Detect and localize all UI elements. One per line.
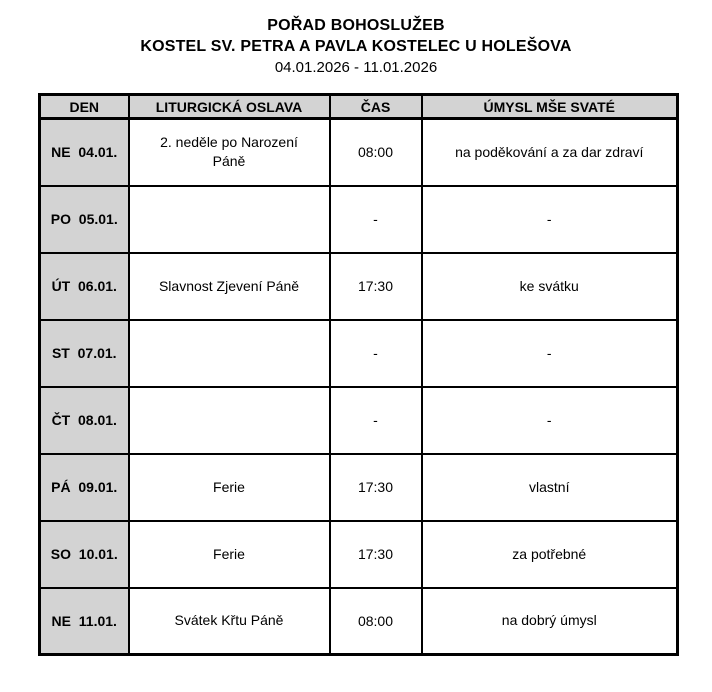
celebration-cell: Svátek Křtu Páně xyxy=(129,588,330,655)
time-cell: 08:00 xyxy=(330,588,422,655)
day-cell: ČT 08.01. xyxy=(40,387,129,454)
intention-cell: na dobrý úmysl xyxy=(422,588,678,655)
celebration-cell xyxy=(129,320,330,387)
celebration-cell xyxy=(129,387,330,454)
time-cell: 17:30 xyxy=(330,454,422,521)
table-row xyxy=(40,521,678,588)
table-row xyxy=(40,253,678,320)
intention-cell: ke svátku xyxy=(422,253,678,320)
day-cell: PÁ 09.01. xyxy=(40,454,129,521)
day-cell: SO 10.01. xyxy=(40,521,129,588)
day-cell: NE 04.01. xyxy=(40,119,129,186)
celebration-cell: 2. neděle po Narození Páně xyxy=(129,119,330,186)
church-name: KOSTEL SV. PETRA A PAVLA KOSTELEC U HOLEŠOVA xyxy=(140,38,572,55)
date-range: 04.01.2026 - 11.01.2026 xyxy=(274,59,438,76)
intention-cell: na poděkování a za dar zdraví xyxy=(422,119,678,186)
time-cell: - xyxy=(330,320,422,387)
table-row xyxy=(40,454,678,521)
table-row xyxy=(40,186,678,253)
time-cell: 17:30 xyxy=(330,253,422,320)
intention-cell: - xyxy=(422,186,678,253)
celebration-cell: Ferie xyxy=(129,521,330,588)
column-header-oslava: LITURGICKÁ OSLAVA xyxy=(129,95,330,119)
table-row xyxy=(40,119,678,186)
column-header-umysl: ÚMYSL MŠE SVATÉ xyxy=(422,95,678,119)
table-header-row xyxy=(40,95,678,119)
time-cell: - xyxy=(330,186,422,253)
intention-cell: - xyxy=(422,320,678,387)
celebration-cell: Slavnost Zjevení Páně xyxy=(129,253,330,320)
intention-cell: vlastní xyxy=(422,454,678,521)
day-cell: NE 11.01. xyxy=(40,588,129,655)
day-cell: PO 05.01. xyxy=(40,186,129,253)
column-header-cas: ČAS xyxy=(330,95,422,119)
table-row xyxy=(40,588,678,655)
table-row xyxy=(40,320,678,387)
day-cell: ST 07.01. xyxy=(40,320,129,387)
schedule-table xyxy=(38,93,679,656)
intention-cell: za potřebné xyxy=(422,521,678,588)
celebration-cell: Ferie xyxy=(129,454,330,521)
day-cell: ÚT 06.01. xyxy=(40,253,129,320)
column-header-den: DEN xyxy=(40,95,129,119)
title-block xyxy=(0,0,712,78)
time-cell: - xyxy=(330,387,422,454)
intention-cell: - xyxy=(422,387,678,454)
celebration-cell xyxy=(129,186,330,253)
table-row xyxy=(40,387,678,454)
page-title: POŘAD BOHOSLUŽEB xyxy=(267,17,445,34)
time-cell: 08:00 xyxy=(330,119,422,186)
time-cell: 17:30 xyxy=(330,521,422,588)
